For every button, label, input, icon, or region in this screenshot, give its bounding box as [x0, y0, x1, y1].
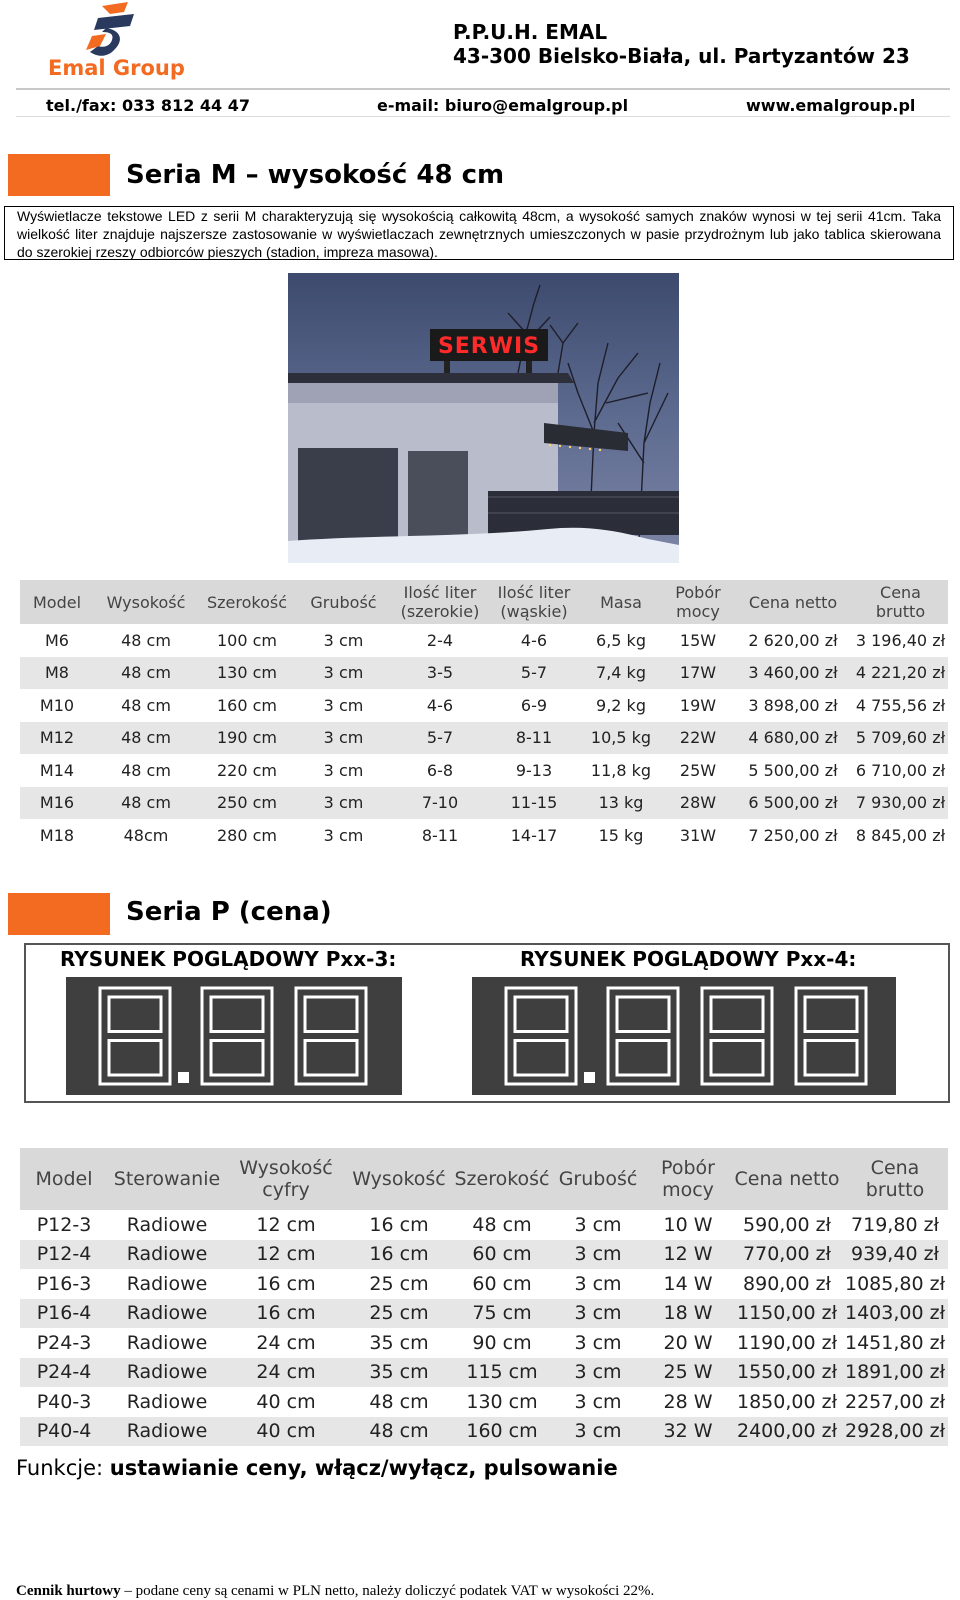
table-header-row [20, 580, 948, 624]
table-row [20, 1328, 948, 1358]
header-cell: Wysokość [94, 580, 198, 624]
table-cell: 25W [679, 760, 717, 780]
table-cell: 3 cm [323, 825, 364, 845]
table-cell: 130 cm [466, 1390, 538, 1413]
table-cell: 4 221,20 zł [853, 657, 948, 690]
table-cell: M6 [45, 630, 69, 650]
table-cell: 3 cm [574, 1272, 622, 1295]
table-cell: 190 cm [198, 722, 296, 755]
table-cell: 10,5 kg [579, 722, 663, 755]
table-cell: 2-4 [426, 630, 454, 650]
table-cell: 28W [663, 787, 733, 820]
table-cell: Radiowe [108, 1299, 226, 1329]
table-cell: 3 cm [574, 1213, 622, 1236]
table-cell: 16 cm [369, 1213, 429, 1236]
table-cell: 17W [663, 657, 733, 690]
footer-text: – podane ceny są cenami w PLN netto, należy doliczyć podatek VAT w wysokości 22%. [120, 1583, 655, 1599]
table-cell: 590,00 zł [743, 1213, 831, 1236]
table-cell: 48 cm [94, 657, 198, 690]
table-cell: 35 cm [346, 1358, 452, 1388]
table-cell: 20 W [663, 1331, 713, 1354]
table-row [20, 787, 948, 820]
table-cell: 3 cm [296, 657, 391, 690]
series-m-table [20, 580, 948, 852]
table-cell: 1190,00 zł [737, 1331, 837, 1354]
table-cell: 160 cm [216, 695, 277, 715]
table-cell: 90 cm [472, 1331, 532, 1354]
header-cell: Wysokość cyfry [226, 1148, 346, 1210]
table-cell: 280 cm [216, 825, 277, 845]
functions-label: Funkcje: [16, 1456, 104, 1480]
table-cell: 250 cm [198, 787, 296, 820]
table-row [20, 657, 948, 690]
table-cell: 4 680,00 zł [733, 722, 853, 755]
header-cell: Szerokość [198, 580, 296, 624]
company-name: P.P.U.H. EMAL [453, 20, 608, 44]
table-cell: 719,80 zł [851, 1213, 939, 1236]
preview-drawings [24, 943, 950, 1103]
header-cell: Grubość [296, 580, 391, 624]
table-cell: 5-7 [391, 722, 489, 755]
header-cell: Ilość liter (szerokie) [391, 580, 489, 624]
table-cell: 3 cm [296, 787, 391, 820]
table-cell: 5 709,60 zł [853, 722, 948, 755]
table-cell: 16 cm [346, 1240, 452, 1270]
table-cell: P12-3 [36, 1213, 92, 1236]
table-cell: 3 196,40 zł [855, 630, 946, 650]
table-row [20, 754, 948, 787]
table-cell: 35 cm [369, 1331, 429, 1354]
led-sign-text: SERWIS [437, 334, 541, 359]
table-cell: 11-15 [489, 787, 579, 820]
table-cell: 3 cm [574, 1390, 622, 1413]
table-cell: Radiowe [126, 1331, 208, 1354]
company-logo [40, 0, 185, 86]
table-row [20, 1240, 948, 1270]
table-row [20, 819, 948, 852]
table-cell: M12 [20, 722, 94, 755]
table-cell: 3 cm [296, 722, 391, 755]
email-link[interactable]: e-mail: biuro@emalgroup.pl [377, 96, 629, 115]
table-cell: 60 cm [472, 1272, 532, 1295]
table-cell: 40 cm [256, 1390, 316, 1413]
table-row [20, 1387, 948, 1417]
table-cell: 3-5 [391, 657, 489, 690]
table-cell: M18 [39, 825, 75, 845]
section-marker-m [8, 154, 110, 196]
table-cell: 3 460,00 zł [733, 657, 853, 690]
header-cell: Pobór mocy [644, 1148, 732, 1210]
table-cell: M14 [39, 760, 75, 780]
table-cell: 1085,80 zł [845, 1272, 945, 1295]
table-cell: 15 kg [598, 825, 644, 845]
table-cell: 13 kg [579, 787, 663, 820]
table-cell: P24-3 [36, 1331, 92, 1354]
table-row [20, 1358, 948, 1388]
website-link[interactable]: www.emalgroup.pl [746, 96, 916, 115]
table-cell: 48 cm [94, 722, 198, 755]
table-cell: 100 cm [216, 630, 277, 650]
table-row [20, 1417, 948, 1447]
table-row [20, 1299, 948, 1329]
table-row [20, 1210, 948, 1240]
table-cell: 60 cm [452, 1240, 552, 1270]
header-cell: Pobór mocy [663, 580, 733, 624]
table-cell: 220 cm [216, 760, 277, 780]
table-cell: 25 cm [369, 1272, 429, 1295]
drawing-pxx3 [66, 977, 402, 1095]
header-cell: Cena netto [732, 1148, 842, 1210]
table-cell: 16 cm [226, 1299, 346, 1329]
table-header-row [20, 1148, 948, 1210]
table-cell: 8-11 [421, 825, 459, 845]
table-cell: 130 cm [198, 657, 296, 690]
table-cell: 22W [663, 722, 733, 755]
table-cell: 32 W [644, 1417, 732, 1447]
table-cell: 939,40 zł [842, 1240, 948, 1270]
table-cell: 7 250,00 zł [748, 825, 838, 845]
header-cell: Cena brutto [842, 1148, 948, 1210]
table-row [20, 1269, 948, 1299]
table-cell: 31W [679, 825, 717, 845]
logo-text: Emal Group [48, 56, 185, 80]
table-cell: P40-3 [36, 1390, 92, 1413]
table-cell: 8-11 [489, 722, 579, 755]
table-cell: 24 cm [256, 1331, 316, 1354]
table-cell: 48 cm [121, 760, 171, 780]
table-cell: 3 cm [552, 1417, 644, 1447]
table-cell: 75 cm [452, 1299, 552, 1329]
table-cell: 6-8 [426, 760, 454, 780]
series-p-table [20, 1148, 948, 1446]
table-cell: 9,2 kg [596, 695, 646, 715]
drawing-pxx4-title: RYSUNEK POGLĄDOWY Pxx-4: [520, 947, 857, 971]
decimal-point [178, 1072, 189, 1083]
table-cell: 1451,80 zł [845, 1331, 945, 1354]
table-cell: 5 500,00 zł [748, 760, 838, 780]
table-cell: 16 cm [256, 1272, 316, 1295]
header-cell: Cena netto [733, 580, 853, 624]
table-cell: 1891,00 zł [842, 1358, 948, 1388]
table-cell: 28 W [663, 1390, 713, 1413]
decimal-point [584, 1072, 595, 1083]
table-cell: 48 cm [472, 1213, 532, 1236]
table-cell: 3 898,00 zł [748, 695, 838, 715]
table-cell: M10 [39, 695, 75, 715]
table-cell: 12 cm [226, 1240, 346, 1270]
table-cell: 48 cm [346, 1417, 452, 1447]
table-cell: 1150,00 zł [732, 1299, 842, 1329]
series-p-title: Seria P (cena) [126, 897, 332, 927]
table-cell: P16-3 [36, 1272, 92, 1295]
table-cell: 6,5 kg [596, 630, 646, 650]
table-cell: 9-13 [515, 760, 553, 780]
table-cell: P12-4 [20, 1240, 108, 1270]
table-cell: 6 710,00 zł [855, 760, 946, 780]
table-cell: P40-4 [20, 1417, 108, 1447]
table-cell: 12 cm [256, 1213, 316, 1236]
table-cell: Radiowe [126, 1272, 208, 1295]
table-cell: 48 cm [121, 695, 171, 715]
table-cell: 2400,00 zł [732, 1417, 842, 1447]
table-row [20, 624, 948, 657]
table-cell: 1850,00 zł [737, 1390, 837, 1413]
header-cell: Cena brutto [853, 580, 948, 624]
footer-bold: Cennik hurtowy [16, 1583, 121, 1599]
table-cell: 40 cm [226, 1417, 346, 1447]
table-cell: 7-10 [391, 787, 489, 820]
table-cell: 7 930,00 zł [853, 787, 948, 820]
table-cell: 25 W [644, 1358, 732, 1388]
description-text: Wyświetlacze tekstowe LED z serii M charakteryzują się wysokością całkowitą 48cm, a wysokość samych znaków wynosi w tej serii 41cm. Taka wielkość liter znajduje najszersze zastosowanie w wyświetlaczach zewnętrznych umieszczonych w pasie przydrożnym lub jako tablica skierowana do szerokiej rzeszy odbiorców pieszych (stadion, impreza masowa). [17, 208, 941, 260]
table-cell: 3 cm [574, 1331, 622, 1354]
functions-line [16, 1456, 618, 1480]
table-cell: 19W [679, 695, 717, 715]
header-cell: Szerokość [452, 1148, 552, 1210]
table-cell: M8 [20, 657, 94, 690]
table-cell: 160 cm [452, 1417, 552, 1447]
table-cell: 2 620,00 zł [748, 630, 838, 650]
table-cell: 770,00 zł [732, 1240, 842, 1270]
table-cell: 2257,00 zł [845, 1390, 945, 1413]
table-cell: 3 cm [323, 695, 364, 715]
table-cell: 1403,00 zł [842, 1299, 948, 1329]
table-cell: 1550,00 zł [732, 1358, 842, 1388]
table-cell: 7,4 kg [579, 657, 663, 690]
table-cell: Radiowe [108, 1417, 226, 1447]
table-cell: 11,8 kg [590, 760, 652, 780]
table-cell: 14 W [663, 1272, 713, 1295]
company-address: 43-300 Bielsko-Biała, ul. Partyzantów 23 [453, 44, 910, 68]
table-cell: 18 W [644, 1299, 732, 1329]
table-cell: 3 cm [552, 1240, 644, 1270]
table-cell: 3 cm [323, 630, 364, 650]
header-cell: Ilość liter (wąskie) [489, 580, 579, 624]
table-cell: 48 cm [94, 787, 198, 820]
table-cell: M16 [20, 787, 94, 820]
table-cell: 15W [679, 630, 717, 650]
table-row [20, 689, 948, 722]
table-cell: 5-7 [489, 657, 579, 690]
table-cell: 6 500,00 zł [733, 787, 853, 820]
functions-value: ustawianie ceny, włącz/wyłącz, pulsowanie [109, 1456, 618, 1480]
footer-note [16, 1583, 654, 1600]
table-row [20, 722, 948, 755]
table-cell: P16-4 [20, 1299, 108, 1329]
table-cell: 890,00 zł [743, 1272, 831, 1295]
table-cell: 10 W [663, 1213, 713, 1236]
header-cell: Wysokość [346, 1148, 452, 1210]
table-cell: 48 cm [369, 1390, 429, 1413]
table-cell: 115 cm [452, 1358, 552, 1388]
table-cell: 3 cm [552, 1358, 644, 1388]
table-cell: 12 W [644, 1240, 732, 1270]
drawing-pxx3-title: RYSUNEK POGLĄDOWY Pxx-3: [60, 947, 397, 971]
drawing-pxx4 [472, 977, 896, 1095]
header-divider [16, 88, 950, 90]
table-cell: Radiowe [126, 1390, 208, 1413]
header-cell: Model [20, 580, 94, 624]
header-cell: Grubość [552, 1148, 644, 1210]
table-cell: 4-6 [426, 695, 454, 715]
table-cell: 8 845,00 zł [855, 825, 946, 845]
table-cell: 48 cm [121, 630, 171, 650]
series-m-title: Seria M – wysokość 48 cm [126, 160, 505, 190]
table-cell: 2928,00 zł [842, 1417, 948, 1447]
table-cell: 4 755,56 zł [855, 695, 946, 715]
table-cell: 3 cm [323, 760, 364, 780]
table-cell: Radiowe [126, 1213, 208, 1236]
header-cell: Masa [579, 580, 663, 624]
table-cell: 14-17 [510, 825, 558, 845]
series-m-description [4, 206, 954, 260]
table-cell: 4-6 [520, 630, 548, 650]
table-cell: 6-9 [520, 695, 548, 715]
table-cell: 24 cm [226, 1358, 346, 1388]
table-cell: 3 cm [552, 1299, 644, 1329]
table-cell: Radiowe [108, 1240, 226, 1270]
table-cell: 25 cm [346, 1299, 452, 1329]
phone-text: tel./fax: 033 812 44 47 [46, 96, 250, 115]
table-cell: P24-4 [20, 1358, 108, 1388]
table-cell: 48cm [123, 825, 169, 845]
header-cell: Model [20, 1148, 108, 1210]
header-cell: Sterowanie [108, 1148, 226, 1210]
product-photo [288, 273, 679, 563]
section-marker-p [8, 893, 110, 935]
table-cell: Radiowe [108, 1358, 226, 1388]
company-info [453, 20, 910, 68]
contact-divider [16, 116, 950, 117]
